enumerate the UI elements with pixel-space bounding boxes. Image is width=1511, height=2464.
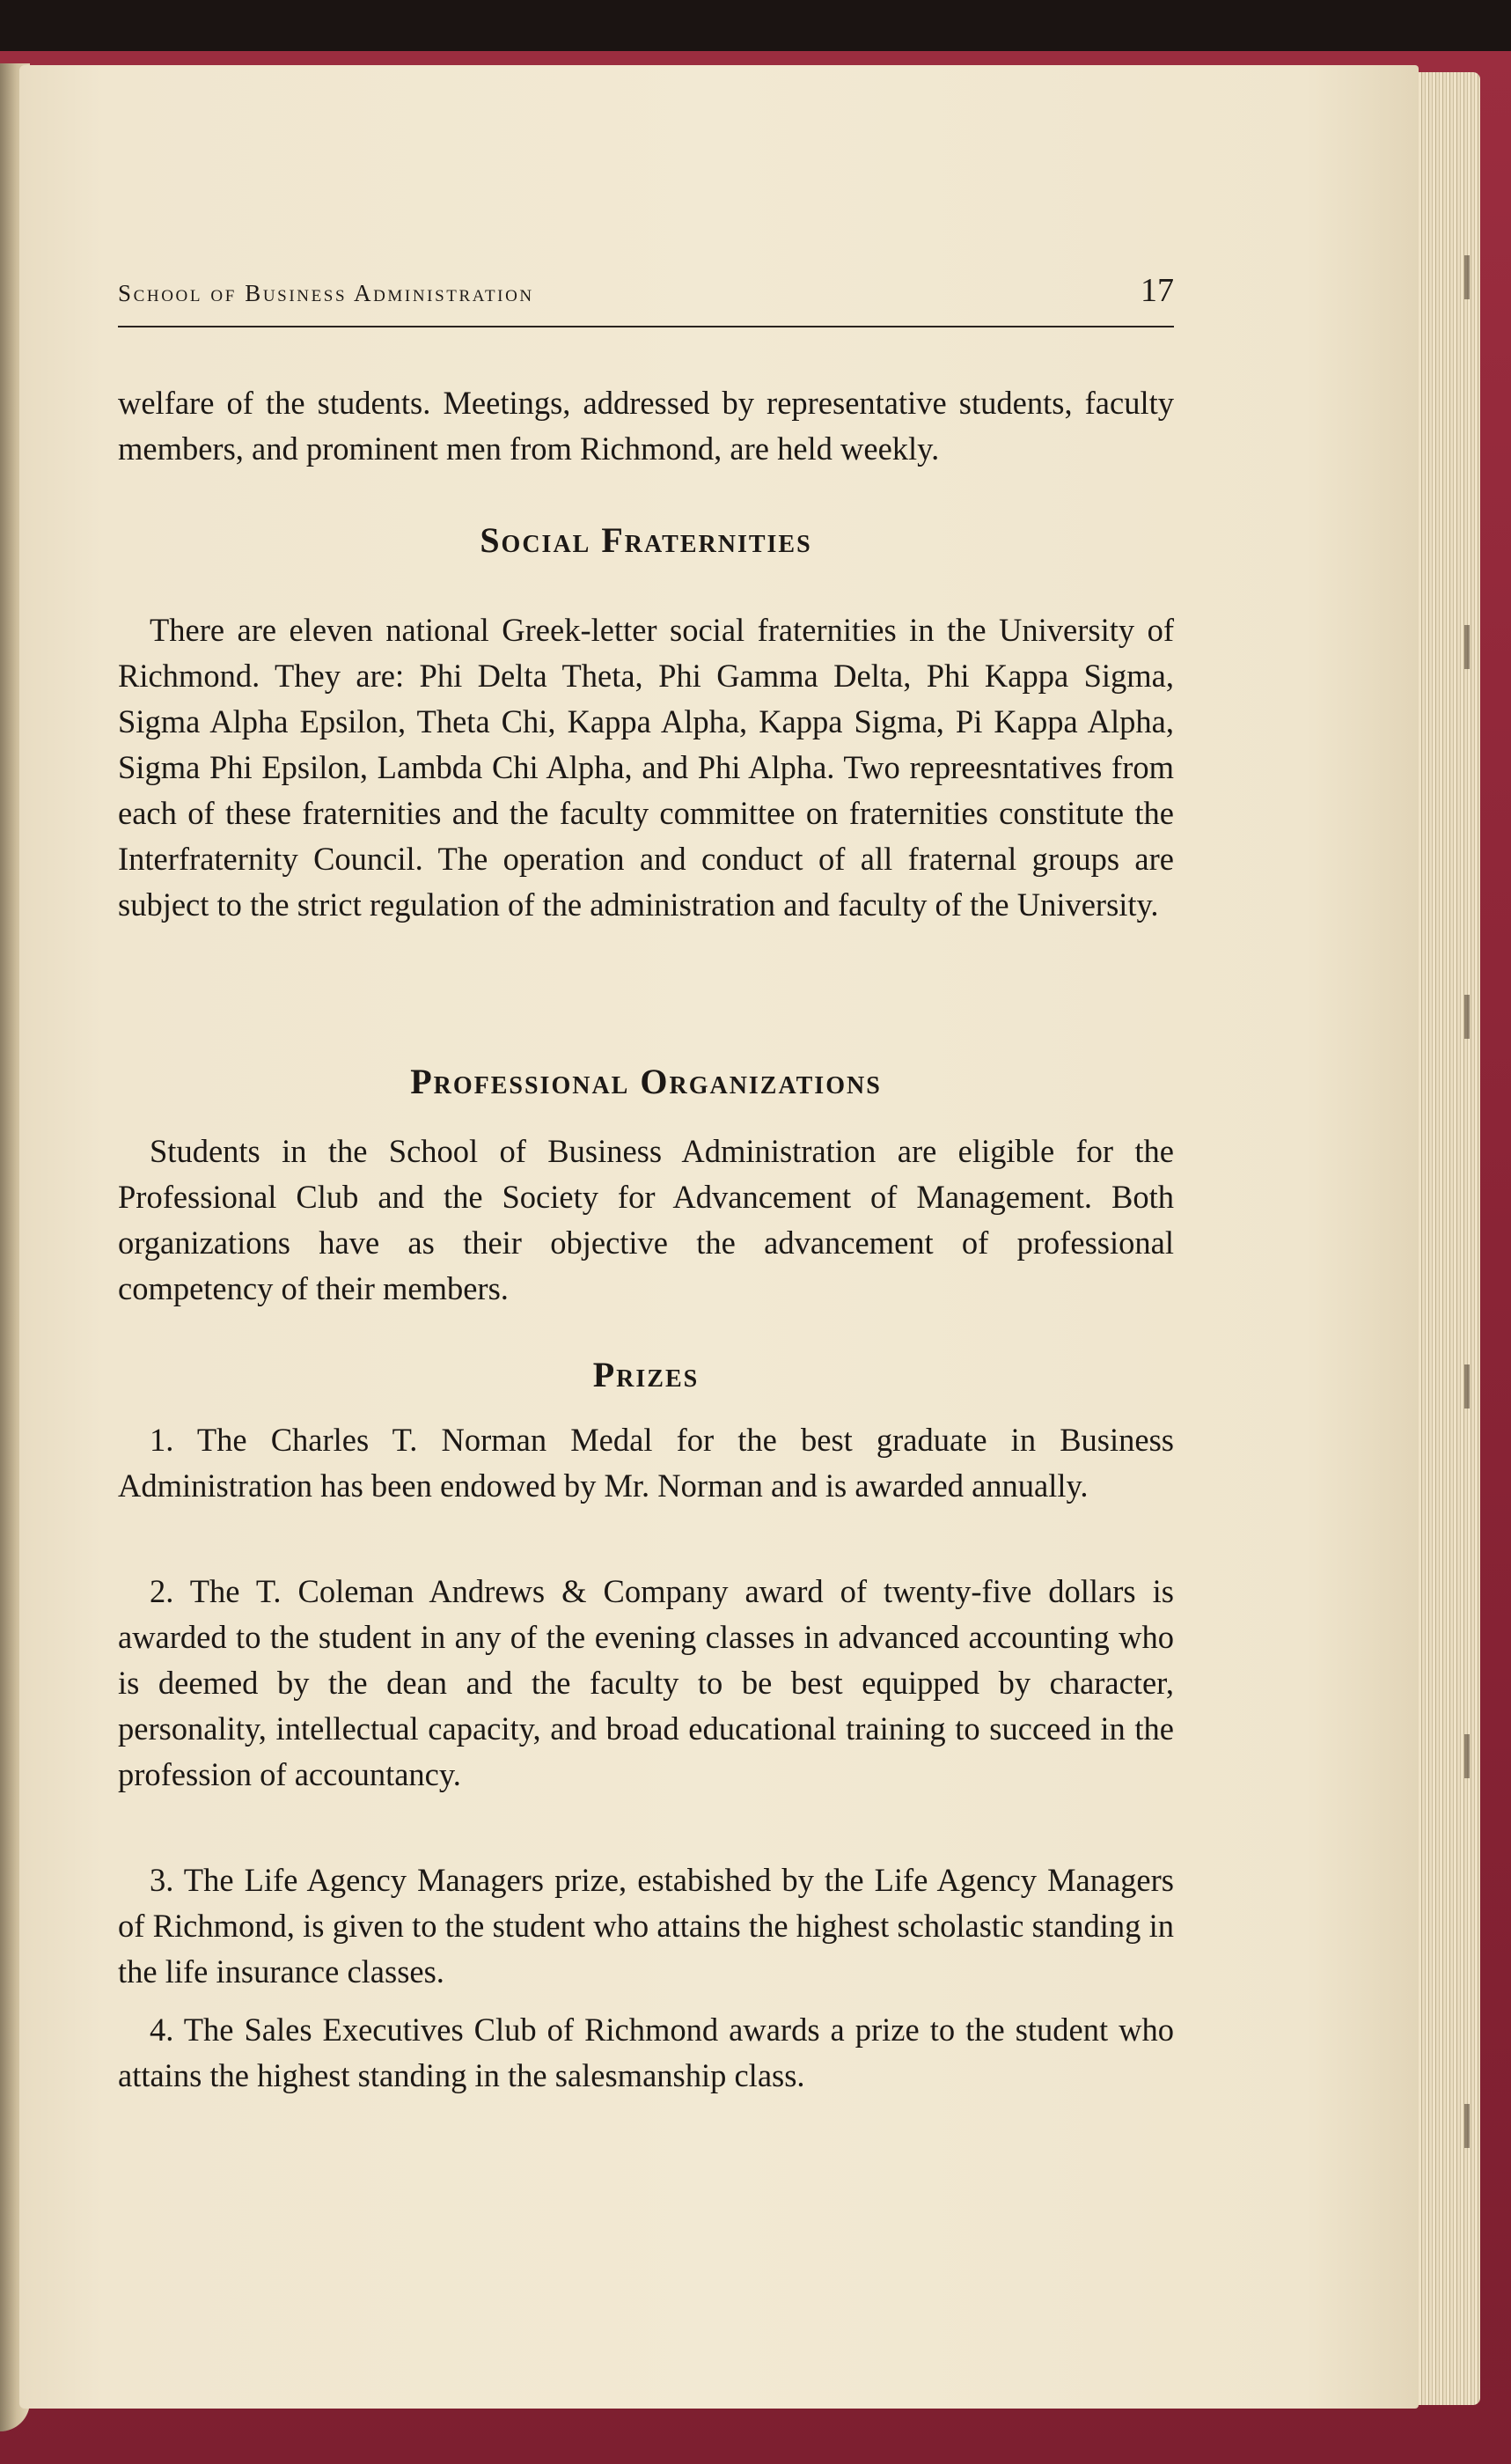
prizes-heading: Prizes [592, 1355, 700, 1394]
running-head: School of Business Administration [118, 280, 534, 306]
social-fraternities-heading: Social Fraternities [480, 520, 812, 560]
prize-item-2: 2. The T. Coleman Andrews & Company award of twenty-five dollars is awarded to the student in any of the evening classes in advanced accounting who is deemed by the dean and the faculty to be best equipped by character, personality, intellectual capacity, and broad educational training to succeed in the profession of accountancy. [118, 1573, 1174, 1792]
page-header [118, 271, 1174, 324]
intro-paragraph: welfare of the students. Meetings, addressed by representative students, faculty members, and prominent men from Richmond, are held weekly. [118, 385, 1174, 467]
professional-organizations-heading: Professional Organizations [410, 1062, 882, 1101]
prize-item-4: 4. The Sales Executives Club of Richmond awards a prize to the student who attains the highest standing in the salesmanship class. [118, 2012, 1174, 2093]
prize-item-3: 3. The Life Agency Managers prize, estabished by the Life Agency Managers of Richmond, is given to the student who attains the highest scholastic standing in the life insurance classes. [118, 1862, 1174, 1990]
social-fraternities-paragraph: There are eleven national Greek-letter social fraternities in the University of Richmond. They are: Phi Delta Theta, Phi Gamma Delta, Phi Kappa Sigma, Sigma Alpha Epsilon, Theta Chi, Kappa Alpha, Kappa Sigma, Pi Kappa Alpha, Sigma Phi Epsilon, Lambda Chi Alpha, and Phi Alpha. Two repreesntatives from each of these fraternities and the faculty committee on fraternities constitute the Interfraternity Council. The operation and conduct of all fraternal groups are subject to the strict regulation of the administration and faculty of the University. [118, 612, 1174, 923]
professional-organizations-paragraph: Students in the School of Business Administration are eligible for the Professional Club and the Society for Advancement of Management. Both organizations have as their objective the advancement of professional competency of their members. [118, 1133, 1174, 1306]
edge-marks [1464, 97, 1470, 2386]
prize-item-1: 1. The Charles T. Norman Medal for the best graduate in Business Administration has been endowed by Mr. Norman and is awarded annually. [118, 1422, 1174, 1504]
header-rule [118, 326, 1174, 327]
page-number: 17 [1141, 272, 1174, 309]
